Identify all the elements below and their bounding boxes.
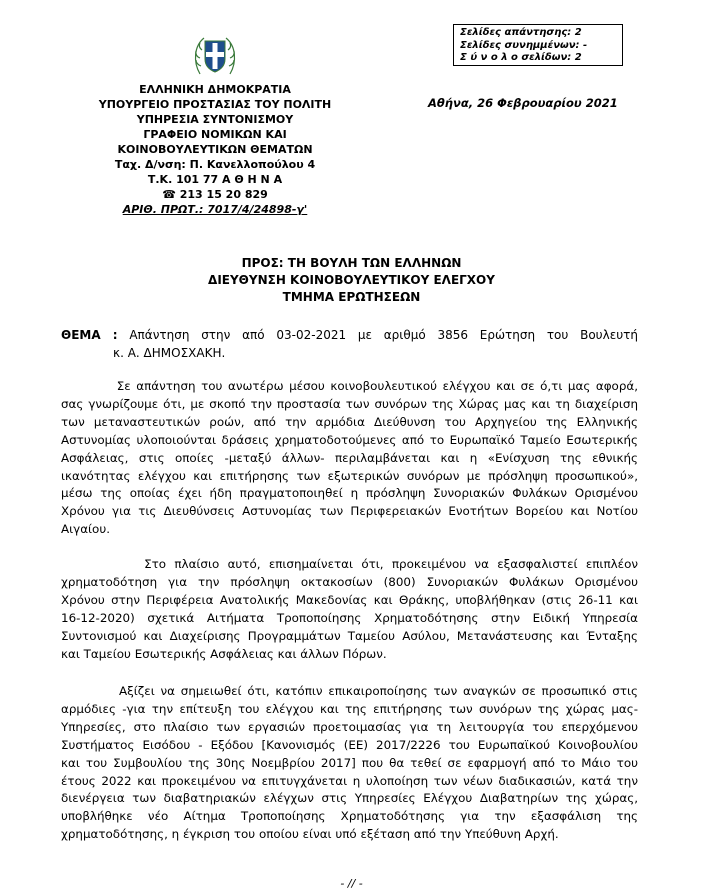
paragraph-line: Συστήματος Εισόδου - Εξόδου [Κανονισμός (ΕΕ) 2017/2226 του Ευρωπαϊκού Κοινοβουλίου <box>61 737 638 752</box>
page-footer-marker: - // - <box>340 877 363 890</box>
body-paragraph-1 <box>61 378 638 539</box>
recipient-line: ΤΜΗΜΑ ΕΡΩΤΗΣΕΩΝ <box>282 290 421 304</box>
paragraph-line: μέσω της οποίας έχει ήδη πραγματοποιηθεί η πρόσληψη Συνοριακών Φυλάκων Ορισμένου <box>61 486 638 501</box>
subject-text-continued: κ. Α. ΔΗΜΟΣΧΑΚΗ. <box>113 346 226 360</box>
paragraph-line: Ασφάλειας, στις οποίες -μεταξύ άλλων- περιλαμβάνεται και η «Ενίσχυση της εθνικής <box>61 450 638 465</box>
paragraph-line: έτους 2022 και προκειμένου να επιτυγχάνεται η υλοποίηση των νέων διαδικασιών, κατά την <box>61 773 638 788</box>
recipient-line: ΠΡΟΣ: ΤΗ ΒΟΥΛΗ ΤΩΝ ΕΛΛΗΝΩΝ <box>241 256 462 270</box>
paragraph-line: χρηματοδότηση για την πρόσληψη οκτακοσίων (800) Συνοριακών Φυλάκων Ορισμένου <box>61 574 638 589</box>
service-name: ΥΠΗΡΕΣΙΑ ΣΥΝΤΟΝΙΣΜΟΥ <box>136 113 294 126</box>
paragraph-line: Σε απάντηση του ανωτέρω μέσου κοινοβουλευτικού ελέγχου και σε ό,τι μας αφορά, <box>61 379 638 393</box>
paragraph-line: διενέργεια των διαβατηριακών ελέγχων στις Υπηρεσίες Ελέγχου Διαβατηρίων της χώρας, <box>61 791 638 806</box>
paragraph-line: αρμόδιες -για την επίτευξη του ελέγχου και της επιτήρησης των συνόρων της χώρας μας- <box>61 701 638 716</box>
recipient-line: ΔΙΕΥΘΥΝΣΗ ΚΟΙΝΟΒΟΥΛΕΥΤΙΚΟΥ ΕΛΕΓΧΟΥ <box>208 273 495 287</box>
recipient-block <box>0 255 703 306</box>
attachment-pages: Σελίδες συνημμένων: - <box>460 39 588 51</box>
page-count-box <box>453 24 623 66</box>
subject-text: Απάντηση στην από 03-02-2021 με αριθμό 3856 Ερώτηση του Βουλευτή <box>129 328 638 342</box>
paragraph-line: Χρόνου στην Περιφέρεια Ανατολικής Μακεδονίας και Θράκης, υποβλήθηκαν (στις 26-11 και <box>61 592 638 607</box>
paragraph-line: χρηματοδότησης, η έγκριση του οποίου είναι υπό εξέταση από την Υπεύθυνη Αρχή. <box>61 827 559 842</box>
paragraph-line: Υπηρεσίες, στο πλαίσιο των εργασιών προετοιμασίας για τη λειτουργία του επερχόμενου <box>61 719 638 734</box>
subject-label: ΘΕΜΑ : <box>61 328 118 342</box>
paragraph-line: 16-12-2020) σχετικά Αιτήματα Τροποποίησης Χρηματοδότησης στην Ειδική Υπηρεσία <box>61 610 638 625</box>
paragraph-line: Αξίζει να σημειωθεί ότι, κατόπιν επικαιροποίησης των αναγκών σε προσωπικό στις <box>61 684 638 698</box>
answer-pages: Σελίδες απάντησης: 2 <box>460 27 582 38</box>
street-address: Ταχ. Δ/νση: Π. Κανελλοπούλου 4 <box>114 158 316 171</box>
paragraph-line: Στο πλαίσιο αυτό, επισημαίνεται ότι, προκειμένου να εξασφαλιστεί επιπλέον <box>61 557 638 571</box>
office-name-line2: ΚΟΙΝΟΒΟΥΛΕΥΤΙΚΩΝ ΘΕΜΑΤΩΝ <box>117 143 313 156</box>
postal-code-city: Τ.Κ. 101 77 Α Θ Η Ν Α <box>147 173 283 186</box>
phone-number: ☎ 213 15 20 829 <box>162 188 268 201</box>
protocol-number: ΑΡΙΘ. ΠΡΩΤ.: 7017/4/24898-γ' <box>122 203 308 216</box>
paragraph-line: υποβλήθηκε νέο Αίτημα Τροποποίησης Χρηματοδότησης για την εξασφάλιση της <box>61 809 638 824</box>
total-pages: Σ ύ ν ο λ ο σελίδων: 2 <box>460 52 582 63</box>
paragraph-line: και Ταμείου Εσωτερικής Ασφάλειας και άλλων Πόρων. <box>61 646 387 661</box>
paragraph-line: των μεταναστευτικών ροών, από την αρμόδια Διεύθυνση του Αρχηγείου της Ελληνικής <box>61 414 638 429</box>
paragraph-line: Συντονισμού και Διαχείρισης Προγραμμάτων Ταμείου Ασύλου, Μετανάστευσης και Ένταξης <box>61 628 638 643</box>
paragraph-line: Αστυνομίας υλοποιούνται δράσεις χρηματοδοτούμενες από το Ευρωπαϊκό Ταμείο Εσωτερικής <box>61 432 638 447</box>
ministry-name: ΥΠΟΥΡΓΕΙΟ ΠΡΟΣΤΑΣΙΑΣ ΤΟΥ ΠΟΛΙΤΗ <box>98 98 332 111</box>
paragraph-line: Χρόνου για τις Διευθύνσεις Αστυνομίας των Περιφερειακών Ενοτήτων Βορείου και Νοτίου <box>61 504 638 519</box>
coat-of-arms-icon <box>192 32 238 78</box>
subject-block <box>61 326 638 362</box>
country-name: ΕΛΛΗΝΙΚΗ ΔΗΜΟΚΡΑΤΙΑ <box>139 83 291 96</box>
paragraph-line: σας γνωρίζουμε ότι, με σκοπό την προστασία των συνόρων της Χώρας μας και τη διαχείριση <box>61 396 638 411</box>
body-paragraph-3 <box>61 683 638 844</box>
body-paragraph-2 <box>61 556 638 663</box>
office-name-line1: ΓΡΑΦΕΙΟ ΝΟΜΙΚΩΝ ΚΑΙ <box>143 128 287 141</box>
paragraph-line: ικανότητας ελέγχου και επιτήρησης των εξωτερικών συνόρων με πρόσληψη προσωπικού», <box>61 468 638 483</box>
document-date: Αθήνα, 26 Φεβρουαρίου 2021 <box>428 96 618 110</box>
paragraph-line: Αιγαίου. <box>61 522 110 537</box>
sender-header <box>60 82 370 217</box>
paragraph-line: και του Συμβουλίου της 30ης Νοεμβρίου 2017] που θα τεθεί σε εφαρμογή από το Μάιο του <box>61 755 638 770</box>
